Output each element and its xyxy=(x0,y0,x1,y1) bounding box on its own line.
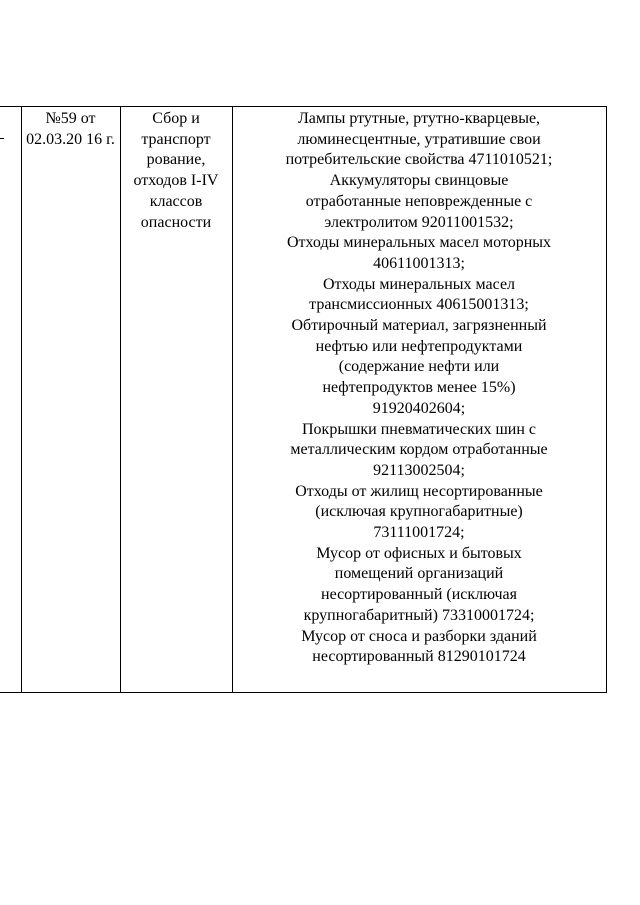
waste-type-line: Мусор от офисных и бытовых xyxy=(316,544,522,562)
activity-type: Сбор и транспорт рование, отходов I-IV классов опасности xyxy=(133,110,219,231)
waste-type-line: несортированный (исключая xyxy=(321,586,517,604)
waste-type-line: металлическим кордом отработанные xyxy=(290,441,548,459)
waste-type-line: трансмиссионных 40615001313; xyxy=(309,296,529,314)
waste-type-line: 40611001313; xyxy=(373,254,465,272)
waste-type-line: Отходы минеральных масел xyxy=(322,275,516,293)
waste-type-line: 91920402604; xyxy=(372,399,466,417)
waste-type-line: Мусор от сноса и разборки зданий xyxy=(301,627,537,645)
waste-type-line: потребительские свойства 4711010521; xyxy=(285,151,553,169)
waste-types-cell xyxy=(232,107,606,693)
waste-license-table xyxy=(0,106,607,693)
waste-type-line: Отходы минеральных масел моторных xyxy=(286,234,552,252)
waste-type-line: отработанные неповрежденные с xyxy=(305,192,533,210)
waste-type-line: Обтирочный материал, загрязненный xyxy=(291,317,547,335)
waste-type-line: 92113002504; xyxy=(373,461,465,479)
license-number-date: №59 от 02.03.20 16 г. xyxy=(26,110,115,148)
waste-type-line: (исключая крупногабаритные) xyxy=(315,503,523,521)
waste-type-line: Лампы ртутные, ртутно-кварцевые, xyxy=(297,110,541,127)
waste-type-line: (содержание нефти или xyxy=(338,358,500,376)
waste-type-line: крупногабаритный) 73310001724; xyxy=(303,606,535,624)
waste-type-line: нефтепродуктов менее 15%) xyxy=(322,379,516,397)
waste-types-list xyxy=(237,109,602,668)
waste-type-line: помещений организаций xyxy=(334,565,504,583)
waste-type-line: Аккумуляторы свинцовые xyxy=(329,172,509,190)
license-cell xyxy=(21,107,120,693)
cut-off-dash xyxy=(0,138,4,139)
waste-type-line: Отходы от жилищ несортированные xyxy=(295,482,543,500)
cut-off-column-cell xyxy=(0,107,21,693)
waste-type-line: люминесцентные, утратившие свои xyxy=(297,130,541,148)
waste-type-line: нефтью или нефтепродуктами xyxy=(315,337,523,355)
table-row xyxy=(0,107,606,693)
activity-cell xyxy=(120,107,232,693)
waste-type-line: несортированный 81290101724 xyxy=(312,648,526,666)
waste-type-line: электролитом 92011001532; xyxy=(324,213,514,231)
waste-type-line: 73111001724; xyxy=(373,524,465,542)
waste-type-line: Покрышки пневматических шин с xyxy=(301,420,537,438)
